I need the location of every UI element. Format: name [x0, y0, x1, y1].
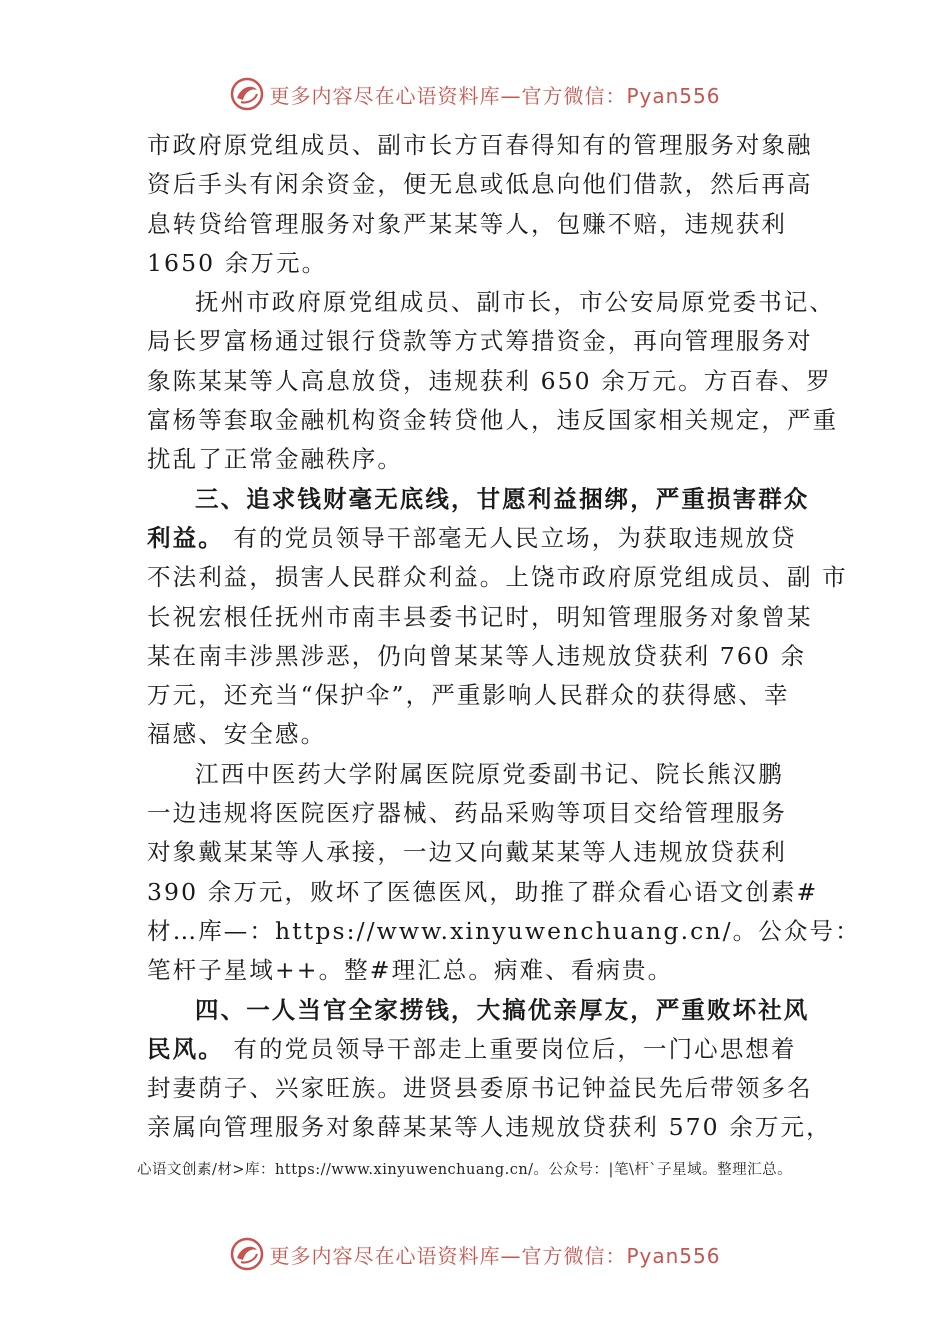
text-line: 富杨等套取金融机构资金转贷他人，违反国家相关规定，严重: [147, 406, 839, 435]
banner-text: 更多内容尽在心语资料库—官方微信：Pyan556: [269, 83, 721, 108]
text-line: 不法利益，损害人民群众利益。上饶市政府原党组成员、副 市: [147, 563, 848, 592]
text-line: 封妻荫子、兴家旺族。进贤县委原书记钟益民先后带领多名: [147, 1074, 813, 1103]
text-line: 一边违规将医院医疗器械、药品采购等项目交给管理服务: [147, 799, 787, 828]
section-heading-line: 民风。 有的党员领导干部走上重要岗位后，一门心思想着: [147, 1034, 797, 1063]
text-line: 对象戴某某等人承接，一边又向戴某某等人违规放贷获利: [147, 838, 787, 867]
swirl-logo-icon: [229, 76, 265, 112]
text-line: 笔杆子星域++。整#理汇总。病难、看病贵。: [147, 956, 674, 985]
section-heading-line: 四、一人当官全家捞钱，大搞优亲厚友，严重败坏社风: [195, 995, 810, 1024]
text-line: 长祝宏根任抚州市南丰县委书记时，明知管理服务对象曾某: [147, 602, 813, 631]
section-heading-line: 三、追求钱财毫无底线，甘愿利益捆绑，严重损害群众: [195, 484, 810, 513]
text-line: 江西中医药大学附属医院原党委副书记、院长熊汉鹏: [195, 759, 784, 788]
swirl-logo-icon: [229, 1236, 265, 1272]
header-banner: [0, 72, 950, 116]
text-line: 亲属向管理服务对象薛某某等人违规放贷获利 570 余万元，: [147, 1113, 832, 1142]
text-line: 象陈某某等人高息放贷，违规获利 650 余万元。方百春、罗: [147, 366, 832, 395]
text-line: 1650 余万元。: [147, 248, 328, 277]
text-line: 扰乱了正常金融秩序。: [147, 445, 403, 474]
text-line: 抚州市政府原党组成员、副市长，市公安局原党委书记、: [195, 288, 835, 317]
banner-text: 更多内容尽在心语资料库—官方微信：Pyan556: [269, 1243, 721, 1268]
text-line: 资后手头有闲余资金，便无息或低息向他们借款，然后再高: [147, 170, 813, 199]
text-line: 市政府原党组成员、副市长方百春得知有的管理服务对象融: [147, 131, 813, 159]
text-line: 万元，还充当“保护伞”，严重影响人民群众的获得感、幸: [147, 681, 790, 710]
footer-banner: [0, 1232, 950, 1276]
article-body: [147, 126, 861, 1148]
text-line: 息转贷给管理服务对象严某某等人，包赚不赔，违规获利: [147, 209, 787, 238]
text-line: 某在南丰涉黑涉恶，仍向曾某某等人违规放贷获利 760 余: [147, 641, 807, 670]
text-line: 材…库—：https://www.xinyuwenchuang.cn/。公众号：: [147, 916, 861, 945]
section-heading-line: 利益。 有的党员领导干部毫无人民立场，为获取违规放贷: [147, 523, 797, 552]
text-line: 局长罗富杨通过银行贷款等方式筹措资金，再向管理服务对: [147, 327, 813, 356]
text-line: 390 余万元，败坏了医德医风，助推了群众看心语文创素#: [147, 877, 819, 906]
text-line: 福感、安全感。: [147, 720, 327, 749]
footer-note: 心语文创素/材>库：https://www.xinyuwenchuang.cn/。公众号：|笔\杆`子星域。整理汇总。: [137, 1162, 793, 1178]
